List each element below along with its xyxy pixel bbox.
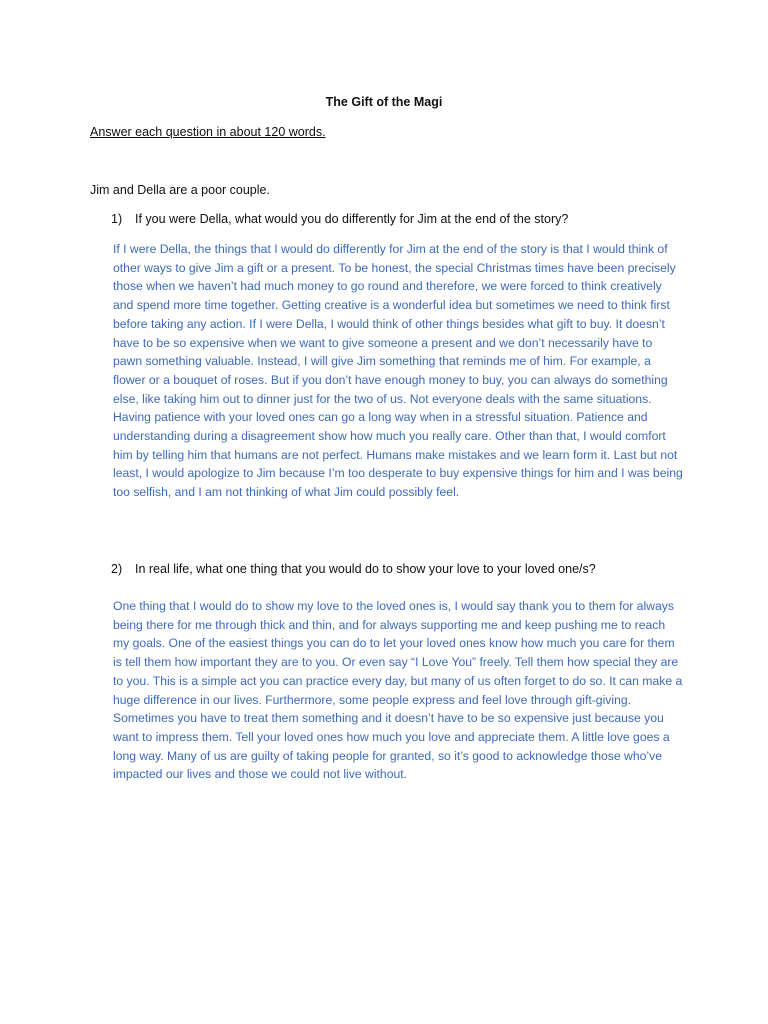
question-number: 1) [111,212,123,226]
question-number: 2) [111,562,123,576]
answer-1-paragraph: If I were Della, the things that I would do differently for Jim at the end of the story is that I would think of other ways to give Jim a gift or a present. To be honest, the special Christmas times have been precisely those when we haven’t had much money to go round and therefore, we were forced to think creatively and spend more time together. Getting creative is a wonderful idea but sometimes we need to think first before taking any action. If I were Della, I would think of other things besides what gift to buy. It doesn’t have to be so expensive when we want to give someone a present and we don’t necessarily have to pawn something valuable. Instead, I will give Jim something that reminds me of him. For example, a flower or a bouquet of roses. But if you don’t have enough money to buy, you can always do something else, like taking him out to dinner just for the two of us. Not everyone deals with the same situations. Having patience with your loved ones can go a long way when in a stressful situation. Patience and understanding during a disagreement show how much you really care. Other than that, I would comfort him by telling him that humans are not perfect. Humans make mistakes and we learn form it. Last but not least, I would apologize to Jim because I’m too desperate to buy expensive things for him and I was being too selfish, and I am not thinking of what Jim could possibly feel. [113,242,683,500]
intro-text: Jim and Della are a poor couple. [90,183,270,197]
document-title: The Gift of the Magi [325,95,443,109]
instruction-text: Answer each question in about 120 words. [90,125,326,139]
question-text: In real life, what one thing that you would do to show your love to your loved one/s? [135,562,596,576]
question-text: If you were Della, what would you do differently for Jim at the end of the story? [135,212,569,226]
answer-2-paragraph: One thing that I would do to show my love to the loved ones is, I would say thank you to them for always being there for me through thick and thin, and for always supporting me and keep pushing me to reach my goals. One of the easiest things you can do to let your loved ones know how much you care for them is tell them how important they are to you. Or even say “I Love You” freely. Tell them how special they are to you. This is a simple act you can practice every day, but many of us often forget to do so. It can make a huge difference in our lives. Furthermore, some people express and feel love through gift-giving. Sometimes you have to treat them something and it doesn’t have to be so expensive just because you want to impress them. Tell your loved ones how much you love and appreciate them. A little love goes a long way. Many of us are guilty of taking people for granted, so it’s good to acknowledge those who’ve impacted our lives and those we could not live without. [113,599,683,782]
